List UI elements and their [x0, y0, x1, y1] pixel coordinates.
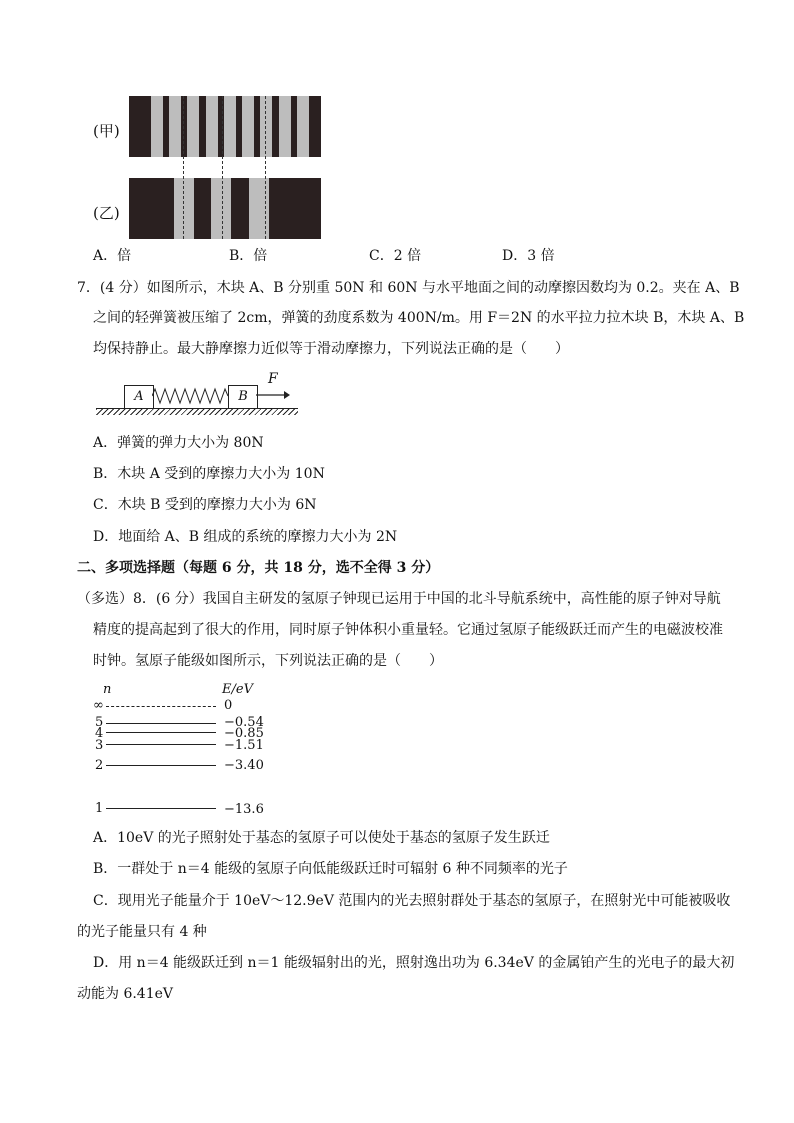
energy-level-line: [106, 744, 216, 745]
label-yi: (乙): [93, 204, 120, 222]
spring-icon: [152, 386, 228, 406]
label-jia: (甲): [93, 122, 120, 140]
level-n-label: 3: [95, 738, 104, 753]
fringe-pattern-yi: [129, 178, 321, 239]
q8-stem-line: 时钟。氢原子能级如图所示，下列说法正确的是（ ）: [93, 653, 443, 669]
q8-option-b: B．一群处于 n＝4 能级的氢原子向低能级跃迁时可辐射 6 种不同频率的光子: [93, 861, 568, 877]
dashed-guide-line: [222, 96, 223, 239]
level-n-label: 2: [95, 758, 104, 773]
energy-level-line: [106, 765, 216, 766]
energy-level-line: [106, 808, 216, 809]
dashed-guide-line: [183, 96, 184, 239]
q7-stem-line: 7．(4 分）如图所示，木块 A、B 分别重 50N 和 60N 与水平地面之间的动摩擦因数均为 0.2。夹在 A、B: [77, 280, 740, 296]
dashed-guide-line: [265, 96, 266, 239]
level-energy-value: −0.54: [224, 715, 264, 730]
energy-level-line: [106, 732, 216, 733]
force-arrow-icon: [256, 389, 290, 401]
ground-hatch: [96, 409, 298, 415]
q8-option-d-line: D．用 n＝4 能级跃迁到 n＝1 能级辐射出的光，照射逸出功为 6.34eV 的金属铂产生的光电子的最大初: [93, 955, 735, 971]
block-a: A: [124, 385, 154, 409]
q6-option-b: B．倍: [229, 248, 268, 264]
level-energy-value: 0: [224, 698, 233, 713]
section-heading: 二、多项选择题（每题 6 分，共 18 分，选不全得 3 分）: [77, 560, 440, 576]
q8-option-c-line: 的光子能量只有 4 种: [77, 924, 207, 940]
level-energy-value: −0.85: [224, 726, 264, 741]
q7-option-c: C．木块 B 受到的摩擦力大小为 6N: [93, 497, 317, 513]
q8-stem-line: 精度的提高起到了很大的作用，同时原子钟体积小重量轻。它通过氢原子能级跃迁而产生的电磁波校准: [93, 622, 723, 638]
q8-option-d-line: 动能为 6.41eV: [77, 986, 174, 1002]
q7-option-a: A．弹簧的弹力大小为 80N: [93, 435, 264, 451]
q8-option-a: A．10eV 的光子照射处于基态的氢原子可以使处于基态的氢原子发生跃迁: [93, 830, 550, 846]
energy-level-line: [106, 723, 216, 724]
level-n-label: 4: [95, 726, 104, 741]
force-label: F: [268, 371, 278, 387]
q7-option-b: B．木块 A 受到的摩擦力大小为 10N: [93, 466, 325, 482]
level-n-label: ∞: [93, 698, 104, 713]
level-energy-value: −13.6: [224, 802, 264, 817]
n-axis-header: n: [103, 682, 112, 697]
energy-axis-header: E/eV: [222, 682, 253, 697]
q7-stem-line: 均保持静止。最大静摩擦力近似等于滑动摩擦力，下列说法正确的是（ ）: [93, 341, 569, 357]
q6-option-d: D．3 倍: [502, 248, 555, 264]
level-energy-value: −3.40: [224, 758, 264, 773]
level-n-label: 5: [95, 715, 104, 730]
q6-option-a: A．倍: [93, 248, 132, 264]
q8-stem-line: （多选）8．(6 分）我国自主研发的氢原子钟现已运用于中国的北斗导航系统中，高性能的原子钟对导航: [77, 591, 721, 607]
level-energy-value: −1.51: [224, 738, 264, 753]
fringe-pattern-jia: [129, 96, 321, 157]
level-n-label: 1: [95, 801, 104, 816]
q7-stem-line: 之间的轻弹簧被压缩了 2cm，弹簧的劲度系数为 400N/m。用 F＝2N 的水平拉力拉木块 B，木块 A、B: [93, 310, 745, 326]
block-b: B: [228, 385, 258, 409]
q7-option-d: D．地面给 A、B 组成的系统的摩擦力大小为 2N: [93, 529, 398, 545]
q6-option-c: C．2 倍: [369, 248, 422, 264]
q8-option-c-line: C．现用光子能量介于 10eV～12.9eV 范围内的光去照射群处于基态的氢原子，在照射光中可能被吸收: [93, 893, 731, 909]
energy-level-line: [106, 706, 216, 707]
